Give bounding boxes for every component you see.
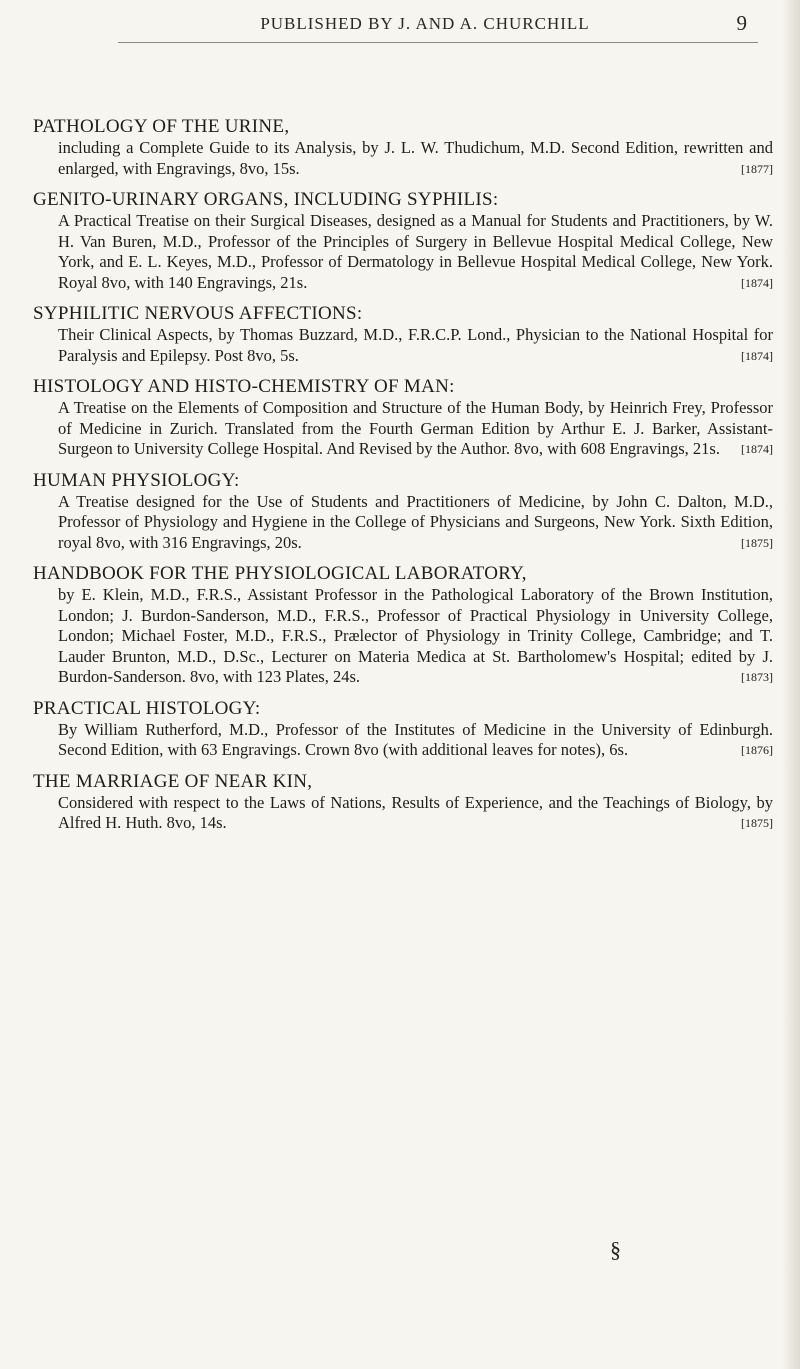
entry-year: [1876]	[741, 743, 773, 757]
entry-text: A Treatise on the Elements of Composition and Structure of the Human Body, by Heinrich Frey, Professor of Medicine in Zurich. Translated from the Fourth German Edition by Arthur E. J. Barker, Assistant-Surgeon to University College Hospital. And Revised by the Author. 8vo, with 608 Engravings, 21s.	[58, 398, 773, 458]
catalogue-entry	[33, 375, 773, 460]
entry-title: THE MARRIAGE OF NEAR KIN,	[33, 770, 313, 792]
section-mark: §	[610, 1237, 621, 1262]
catalogue-entry	[33, 562, 773, 688]
entry-text: By William Rutherford, M.D., Professor of the Institutes of Medicine in the University of Edinburgh. Second Edition, with 63 Engravings. Crown 8vo (with additional leaves for notes), 6s.	[58, 719, 773, 759]
entry-body	[58, 585, 773, 688]
entry-title: PATHOLOGY OF THE URINE,	[33, 116, 290, 137]
catalogue-entry	[33, 697, 773, 761]
entry-title: PRACTICAL HISTOLOGY:	[33, 697, 261, 719]
catalogue-entry	[33, 115, 773, 179]
entry-text: A Practical Treatise on their Surgical Diseases, designed as a Manual for Students and Practitioners, by W. H. Van Buren, M.D., Professor of the Principles of Surgery in Bellevue Hospital Medical College, New York, and E. L. Keyes, M.D., Professor of Dermatology in Bellevue Hospital Medical College, New York. Royal 8vo, with 140 Engravings, 21s.	[58, 211, 773, 292]
entry-body	[58, 398, 773, 460]
entry-body	[58, 325, 773, 366]
entry-title: HUMAN PHYSIOLOGY:	[33, 469, 240, 491]
catalogue-entry	[33, 302, 773, 366]
running-header	[100, 11, 750, 35]
entry-year: [1874]	[741, 442, 773, 456]
entry-body	[58, 492, 773, 554]
entry-title: SYPHILITIC NERVOUS AFFECTIONS:	[33, 303, 363, 324]
entry-body	[58, 211, 773, 293]
entry-text: including a Complete Guide to its Analysis, by J. L. W. Thudichum, M.D. Second Edition, rewritten and enlarged, with Engravings, 8vo, 15s.	[58, 138, 773, 178]
entry-year: [1874]	[741, 348, 773, 363]
entry-list	[33, 115, 773, 834]
page-edge-shadow	[782, 0, 800, 1369]
entry-title: HISTOLOGY AND HISTO-CHEMISTRY OF MAN:	[33, 376, 455, 397]
header-rule	[118, 42, 758, 43]
entry-year: [1875]	[741, 535, 773, 550]
entry-year: [1874]	[741, 275, 773, 290]
entry-text: by E. Klein, M.D., F.R.S., Assistant Professor in the Pathological Laboratory of the Brown Institution, London; J. Burdon-Sanderson, M.D., F.R.S., Professor of Practical Physiology in University College, London; Michael Foster, M.D., F.R.S., Prælector of Physiology in Trinity College, Cambridge; and T. Lauder Brunton, M.D., D.Sc., Lecturer on Materia Medica at St. Bartholomew's Hospital; edited by J. Burdon-Sanderson. 8vo, with 123 Plates, 24s.	[58, 585, 773, 686]
entry-body	[58, 793, 773, 834]
catalogue-entry	[33, 188, 773, 293]
entry-text: A Treatise designed for the Use of Students and Practitioners of Medicine, by John C. Dalton, M.D., Professor of Physiology and Hygiene in the College of Physicians and Surgeons, New York. Sixth Edition, royal 8vo, with 316 Engravings, 20s.	[58, 491, 773, 552]
entry-title: GENITO-URINARY ORGANS, INCLUDING SYPHILIS:	[33, 189, 499, 210]
catalogue-entry	[33, 770, 773, 834]
entry-title: HANDBOOK FOR THE PHYSIOLOGICAL LABORATORY,	[33, 563, 527, 584]
entry-year: [1873]	[741, 670, 773, 684]
entry-body	[58, 720, 773, 761]
running-title: PUBLISHED BY J. AND A. CHURCHILL	[260, 14, 590, 33]
entry-body	[58, 138, 773, 179]
entry-year: [1875]	[741, 816, 773, 830]
entry-year: [1877]	[741, 161, 773, 176]
entry-text: Considered with respect to the Laws of Nations, Results of Experience, and the Teachings of Biology, by Alfred H. Huth. 8vo, 14s.	[58, 792, 773, 832]
catalogue-entry	[33, 469, 773, 554]
entry-text: Their Clinical Aspects, by Thomas Buzzard, M.D., F.R.C.P. Lond., Physician to the National Hospital for Paralysis and Epilepsy. Post 8vo, 5s.	[58, 325, 773, 365]
page-number: 9	[736, 11, 748, 35]
